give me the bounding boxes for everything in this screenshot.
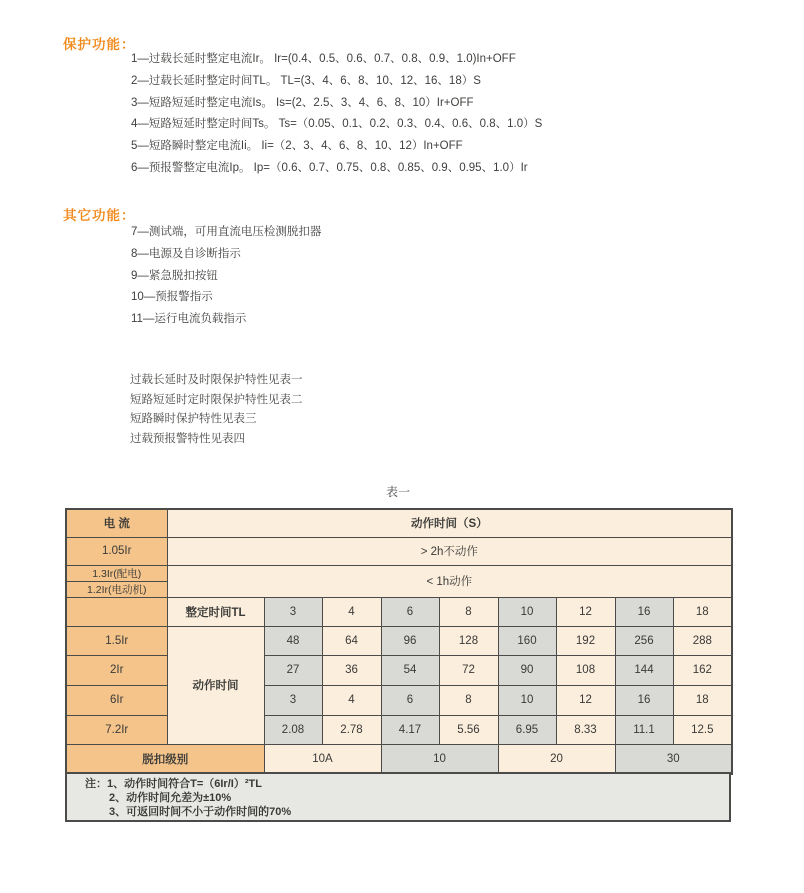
- action-time-header-cell: 动作时间（S）: [167, 509, 732, 537]
- list-item: 2—过载长延时整定时间TL。 TL=(3、4、6、8、10、12、16、18）S: [131, 74, 481, 87]
- table-cell: 8: [439, 597, 498, 626]
- table-cell: 192: [556, 626, 615, 655]
- row-label: 1.2Ir(电动机): [66, 581, 167, 597]
- list-item: 5—短路瞬时整定电流Ii。 Ii=（2、3、4、6、8、10、12）In+OFF: [131, 140, 463, 153]
- table-cell: 4: [322, 597, 381, 626]
- other-functions-heading: 其它功能：: [63, 208, 136, 223]
- protection-functions-heading: 保护功能：: [63, 37, 136, 52]
- table-cell: 90: [498, 655, 556, 685]
- trip-level-row: [66, 744, 732, 774]
- table-cell: 160: [498, 626, 556, 655]
- table-cell: 6.95: [498, 715, 556, 744]
- table-cell: 2.78: [322, 715, 381, 744]
- action-time-span-label: 动作时间: [167, 626, 264, 744]
- table-cell: 18: [673, 685, 732, 715]
- row-label: 6Ir: [66, 685, 167, 715]
- table-cell: 6: [381, 597, 439, 626]
- table-cell: 30: [615, 744, 732, 774]
- table-cell: 128: [439, 626, 498, 655]
- table-cell: 3: [264, 597, 322, 626]
- table-cell: 144: [615, 655, 673, 685]
- table-header-row: [66, 509, 732, 537]
- table-cell: 10A: [264, 744, 381, 774]
- list-item: 8—电源及自诊断指示: [131, 247, 241, 260]
- table-cell: 16: [615, 597, 673, 626]
- table-cell: 108: [556, 655, 615, 685]
- table-row: [66, 715, 732, 744]
- table-cell: 2.08: [264, 715, 322, 744]
- list-item: 10—预报警指示: [131, 291, 213, 304]
- setting-time-label: 整定时间TL: [167, 597, 264, 626]
- list-item: 1—过载长延时整定电流Ir。 Ir=(0.4、0.5、0.6、0.7、0.8、0.9、1.0)In+OFF: [131, 53, 516, 65]
- table-cell: 12: [556, 685, 615, 715]
- table-cell: 96: [381, 626, 439, 655]
- table-reference-lines: [130, 371, 303, 449]
- table-cell: 54: [381, 655, 439, 685]
- table-row: [66, 537, 732, 565]
- current-header-cell: 电 流: [66, 509, 167, 537]
- trip-level-label: 脱扣级别: [66, 744, 264, 774]
- table-cell: 4: [322, 685, 381, 715]
- table-cell: 3: [264, 685, 322, 715]
- reference-line: 过载长延时及时限保护特性见表一: [130, 374, 303, 386]
- table-cell: 162: [673, 655, 732, 685]
- table-cell: 10: [498, 685, 556, 715]
- table-title: 表一: [385, 485, 410, 499]
- row-value: < 1h动作: [167, 565, 732, 597]
- list-item: 6—预报警整定电流Ip。 Ip=（0.6、0.7、0.75、0.8、0.85、0.9、0.95、1.0）Ir: [131, 161, 528, 174]
- list-item: 3—短路短延时整定电流Is。 Is=(2、2.5、3、4、6、8、10）Ir+OFF: [131, 96, 474, 109]
- list-item: 4—短路短延时整定时间Ts。 Ts=（0.05、0.1、0.2、0.3、0.4、0.6、0.8、1.0）S: [131, 118, 543, 131]
- table-cell: 64: [322, 626, 381, 655]
- table-cell: 27: [264, 655, 322, 685]
- row-label: 2Ir: [66, 655, 167, 685]
- note-line: 2、动作时间允差为±10%: [109, 791, 232, 804]
- table-cell: 12.5: [673, 715, 732, 744]
- row-label: 7.2Ir: [66, 715, 167, 744]
- table-row: [66, 655, 732, 685]
- table-cell: 288: [673, 626, 732, 655]
- table-cell: 72: [439, 655, 498, 685]
- empty-cell: [66, 597, 167, 626]
- table-cell: 48: [264, 626, 322, 655]
- protection-functions-list: [131, 49, 542, 180]
- note-line: 注：1、动作时间符合T=（6Ir/I）²TL: [85, 778, 262, 790]
- list-item: 11—运行电流负载指示: [131, 313, 247, 326]
- setting-time-row: [66, 597, 732, 626]
- table-cell: 4.17: [381, 715, 439, 744]
- table-cell: 5.56: [439, 715, 498, 744]
- row-label: 1.5Ir: [66, 626, 167, 655]
- table-cell: 36: [322, 655, 381, 685]
- table-cell: 10: [498, 597, 556, 626]
- list-item: 7—测试端，可用直流电压检测脱扣器: [131, 226, 322, 238]
- table-cell: 6: [381, 685, 439, 715]
- table-cell: 16: [615, 685, 673, 715]
- table-cell: 256: [615, 626, 673, 655]
- table-cell: 8.33: [556, 715, 615, 744]
- table-cell: 20: [498, 744, 615, 774]
- table-cell: 12: [556, 597, 615, 626]
- list-item: 9—紧急脱扣按钮: [131, 269, 218, 282]
- characteristics-table: [65, 508, 733, 775]
- table-cell: 8: [439, 685, 498, 715]
- table-notes: [65, 772, 731, 822]
- table-row: [66, 626, 732, 655]
- row-label: 1.3Ir(配电): [66, 565, 167, 581]
- table-cell: 18: [673, 597, 732, 626]
- other-functions-list: [131, 222, 321, 331]
- table-row: [66, 685, 732, 715]
- note-line: 3、可返回时间不小于动作时间的70%: [109, 805, 292, 818]
- row-label: 1.05Ir: [66, 537, 167, 565]
- reference-line: 过载预报警特性见表四: [130, 432, 245, 445]
- row-value: > 2h不动作: [167, 537, 732, 565]
- reference-line: 短路瞬时保护特性见表三: [130, 413, 257, 426]
- table-cell: 10: [381, 744, 498, 774]
- reference-line: 短路短延时定时限保护特性见表二: [130, 393, 303, 406]
- table-cell: 11.1: [615, 715, 673, 744]
- table-row: [66, 565, 732, 581]
